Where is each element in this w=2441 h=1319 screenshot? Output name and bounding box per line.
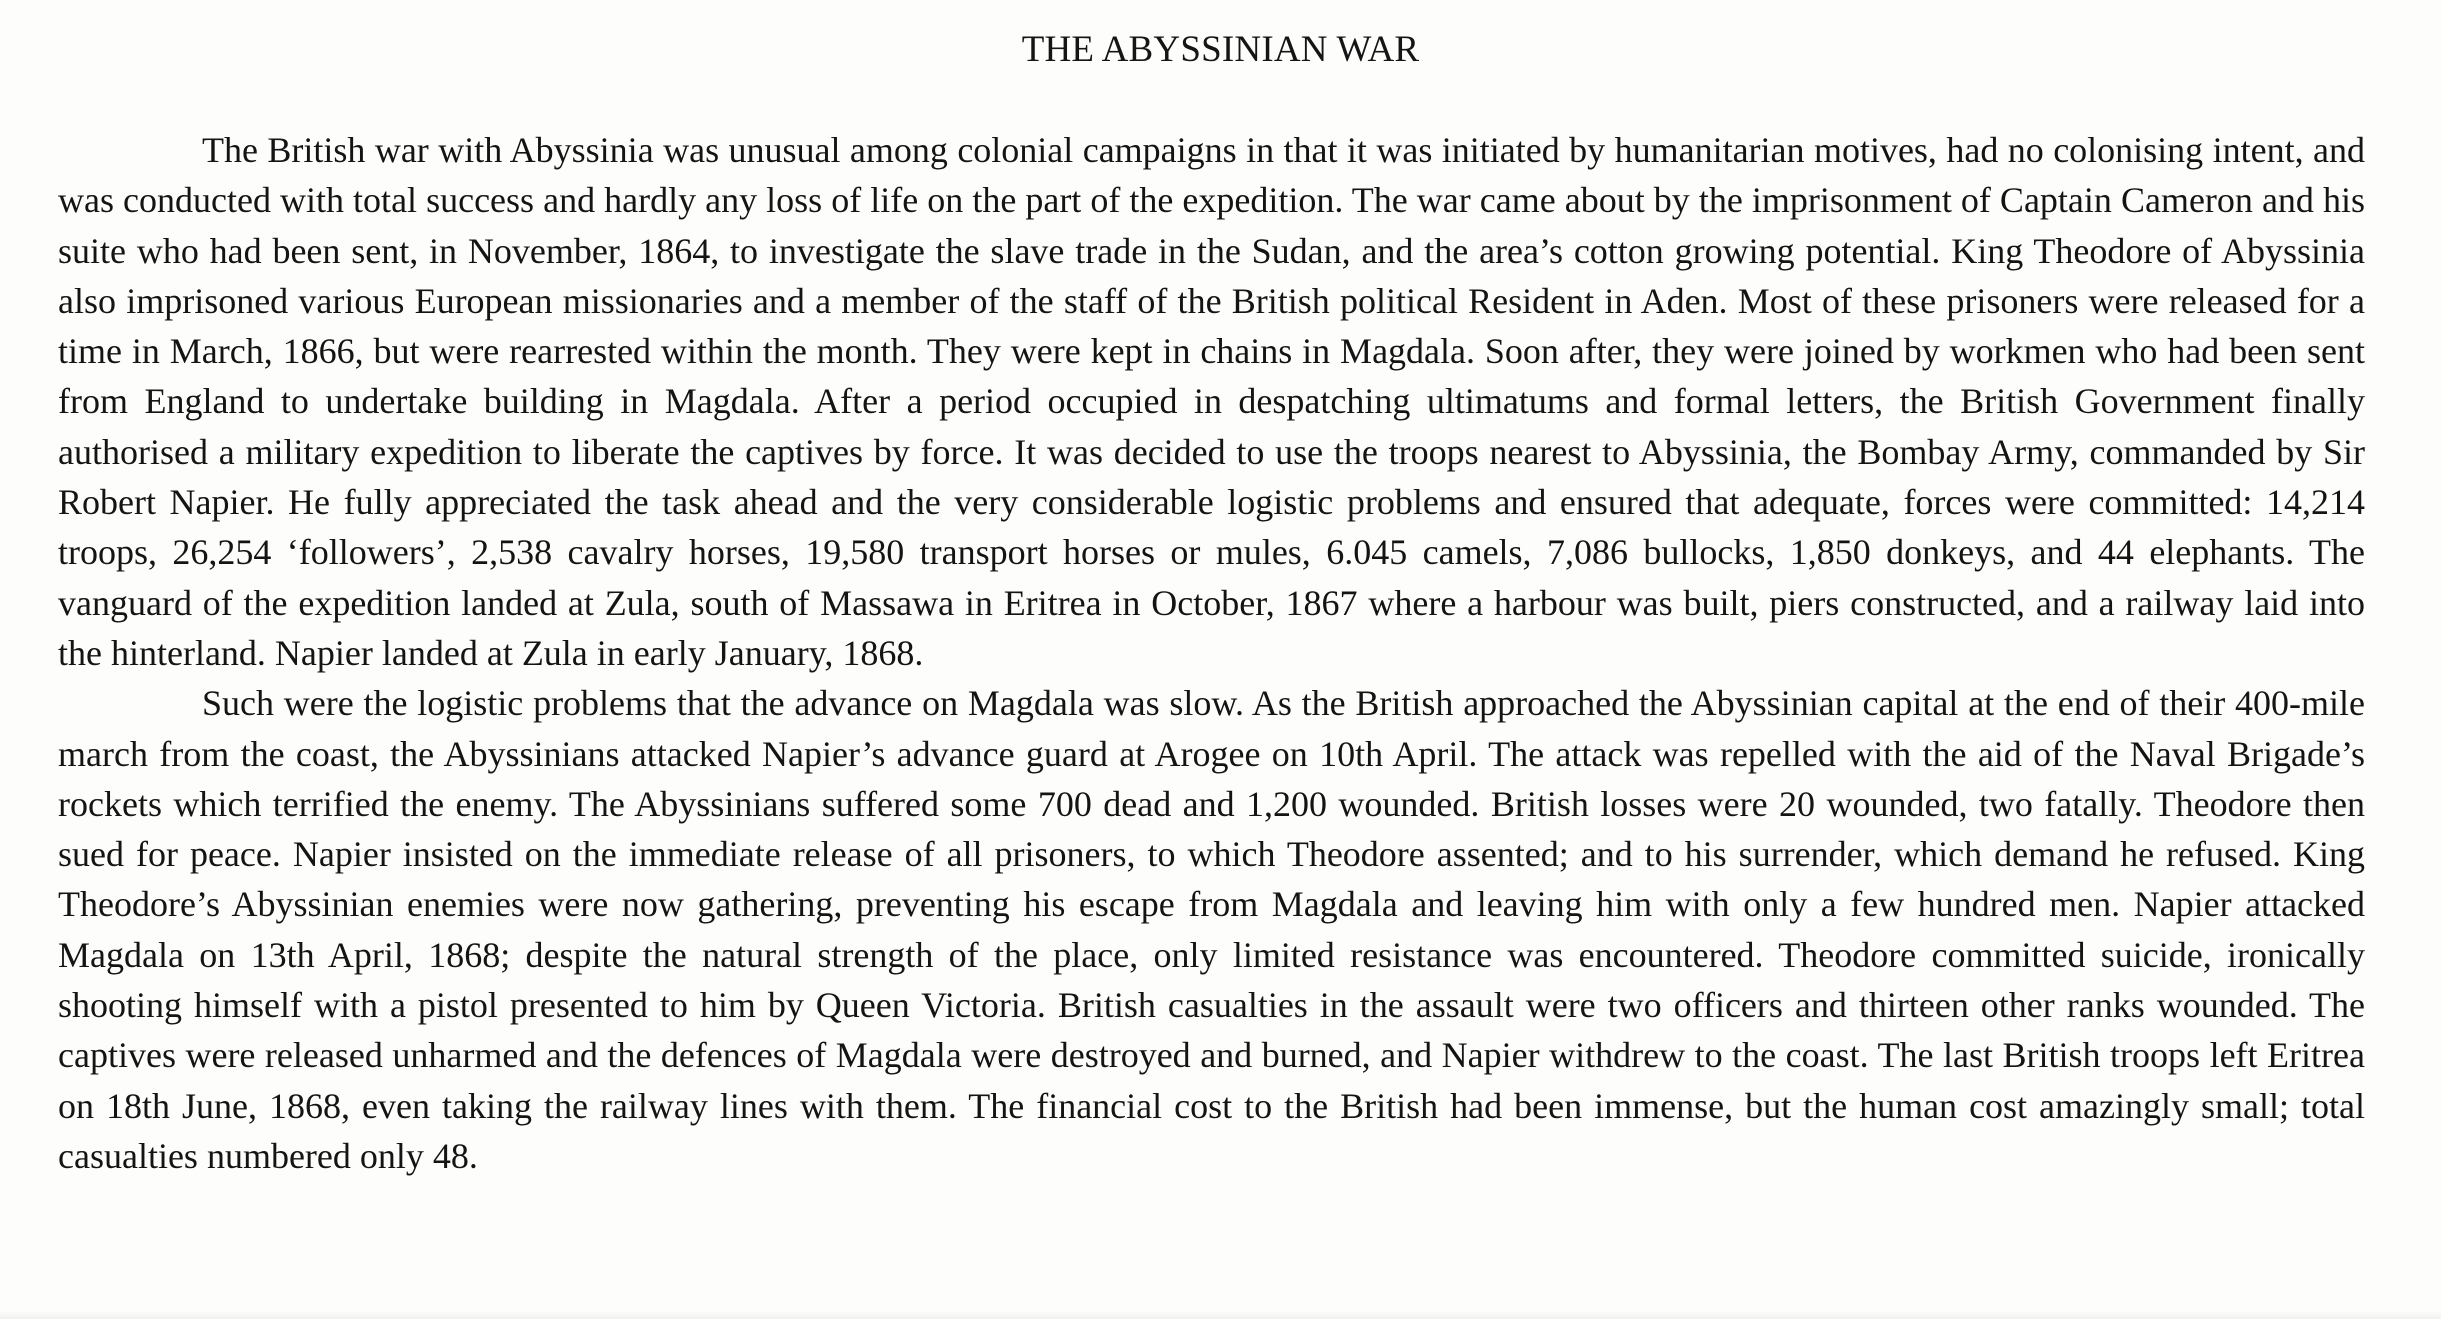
paragraph-1: The British war with Abyssinia was unusual among colonial campaigns in that it was initiated by humanitarian motives, had no colonising intent, and was conducted with total success and hardly any loss of life on the part of the expedition. The war came about by the imprisonment of Captain Cameron and his suite who had been sent, in November, 1864, to investigate the slave trade in the Sudan, and the area’s cotton growing potential. King Theodore of Abyssinia also imprisoned various European missionaries and a member of the staff of the British political Resident in Aden. Most of these prisoners were released for a time in March, 1866, but were rearrested within the month. They were kept in chains in Magdala. Soon after, they were joined by workmen who had been sent from England to undertake building in Magdala. After a period occupied in despatching ultimatums and formal letters, the British Government finally authorised a military expedition to liberate the captives by force. It was decided to use the troops nearest to Abyssinia, the Bombay Army, commanded by Sir Robert Napier. He fully appreciated the task ahead and the very considerable logistic problems and ensured that adequate, forces were committed: 14,214 troops, 26,254 ‘followers’, 2,538 cavalry horses, 19,580 transport horses or mules, 6.045 camels, 7,086 bullocks, 1,850 donkeys, and 44 elephants. The vanguard of the expedition landed at Zula, south of Massawa in Eritrea in October, 1867 where a harbour was built, piers constructed, and a railway laid into the hinterland. Napier landed at Zula in early January, 1868. <box>58 130 2365 673</box>
page-bottom-edge <box>0 1311 2441 1319</box>
document-title: THE ABYSSINIAN WAR <box>1021 29 1420 70</box>
document-body <box>58 125 2365 1181</box>
paragraph-2: Such were the logistic problems that the advance on Magdala was slow. As the British approached the Abyssinian capital at the end of their 400-mile march from the coast, the Abyssinians attacked Napier’s advance guard at Arogee on 10th April. The attack was repelled with the aid of the Naval Brigade’s rockets which terrified the enemy. The Abyssinians suffered some 700 dead and 1,200 wounded. British losses were 20 wounded, two fatally. Theodore then sued for peace. Napier insisted on the immediate release of all prisoners, to which Theodore assented; and to his surrender, which demand he refused. King Theodore’s Abyssinian enemies were now gathering, preventing his escape from Magdala and leaving him with only a few hundred men. Napier attacked Magdala on 13th April, 1868; despite the natural strength of the place, only limited resistance was encountered. Theodore committed suicide, ironically shooting himself with a pistol presented to him by Queen Victoria. British casualties in the assault were two officers and thirteen other ranks wounded. The captives were released unharmed and the defences of Magdala were destroyed and burned, and Napier withdrew to the coast. The last British troops left Eritrea on 18th June, 1868, even taking the railway lines with them. The financial cost to the British had been immense, but the human cost amazingly small; total casualties numbered only 48. <box>58 683 2365 1176</box>
